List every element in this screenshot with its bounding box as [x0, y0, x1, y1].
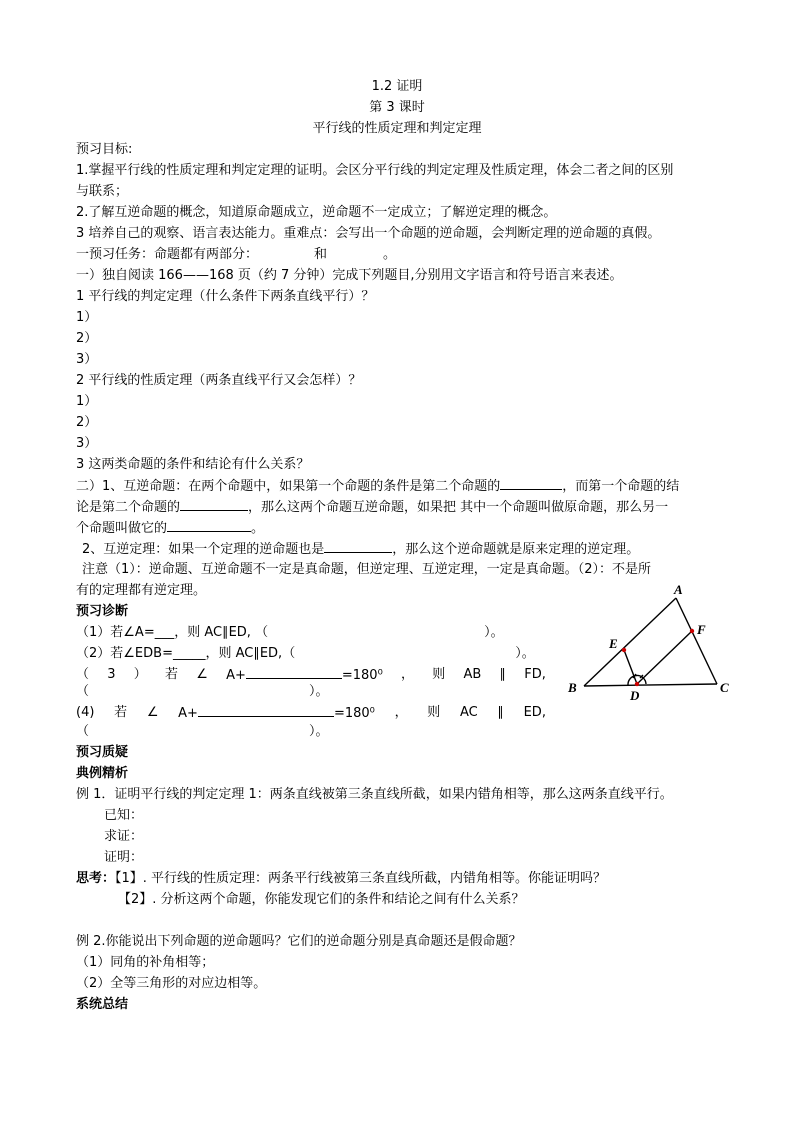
task-reading: 一）独自阅读 166——168 页（约 7 分钟）完成下列题目,分别用文字语言和符号语言来表述。 — [76, 268, 623, 283]
blank-field[interactable] — [167, 519, 251, 532]
blank-field[interactable] — [180, 498, 248, 511]
known-label: 已知： — [104, 808, 144, 823]
label-d: D — [630, 688, 640, 703]
page-subtitle: 平行线的性质定理和判定定理 — [312, 121, 482, 136]
task-intro-part-b: 和 — [314, 247, 328, 262]
note-line-1: 注意（1）：逆命题、互逆命题不一定是真命题，但逆定理、互逆定理，一定是真命题。（2）：不是所 — [82, 562, 652, 577]
diagnosis-item-3-reason — [76, 683, 329, 701]
think-question-1: 【1】. 平行线的性质定理：两条平行线被第三条直线所截，内错角相等。你能证明吗？ — [115, 871, 607, 886]
d4-token: A+ — [178, 706, 198, 721]
answer-2-1: 1） — [76, 394, 98, 409]
d4-token: 若 — [114, 705, 128, 720]
goal-3: 3 培养自己的观察、语言表达能力。重难点：会写出一个命题的逆命题，会判断定理的逆命题的真假。 — [76, 226, 661, 241]
blank-field[interactable] — [198, 704, 334, 717]
diagnosis-item-1-a: （1）若∠A=___，则 AC∥ED, （ — [76, 625, 269, 640]
label-a: A — [674, 582, 683, 597]
d4-token: ∥ — [497, 705, 504, 720]
lesson-number: 第 3 课时 — [369, 100, 425, 115]
d3-token: （ — [76, 667, 90, 682]
goal-1-line-1: 1.掌握平行线的性质定理和判定定理的证明。会区分平行线的判定定理及性质定理，体会二者之间的区别 — [76, 163, 674, 178]
diagnosis-item-4 — [76, 704, 546, 723]
d3-token: =180⁰ — [341, 668, 383, 683]
d4-reason-close: ）。 — [309, 724, 329, 739]
doubts-heading: 预习质疑 — [76, 745, 129, 760]
d4-token: ∠ — [146, 705, 159, 720]
blank-field[interactable] — [324, 540, 392, 553]
think-question-2: 【2】. 分析这两个命题，你能发现它们的条件和结论之间有什么关系？ — [118, 892, 525, 907]
point-f — [690, 629, 694, 633]
example-2-item-1: （1）同角的补角相等； — [76, 955, 215, 970]
concept-line-4-b: ，那么这个逆命题就是原来定理的逆定理。 — [392, 542, 640, 557]
d4-token: =180⁰ — [333, 706, 375, 721]
task-intro-part-a: 一预习任务：命题都有两部分： — [76, 247, 259, 262]
d3-token: 若 — [164, 667, 178, 682]
concept-line-4-a: 2、互逆定理：如果一个定理的逆命题也是 — [82, 542, 325, 557]
diagnosis-heading: 预习诊断 — [76, 604, 129, 619]
point-e — [622, 648, 626, 652]
blank-field[interactable] — [500, 477, 562, 490]
d4-token: 则 — [427, 705, 441, 720]
diagnosis-item-2 — [76, 645, 535, 663]
think-label: 思考： — [76, 871, 116, 886]
answer-1-3: 3） — [76, 352, 98, 367]
concept-line-1-a: 二）1、互逆命题：在两个命题中，如果第一个命题的条件是第二个命题的 — [76, 479, 501, 494]
goal-2: 2.了解互逆命题的概念，知道原命题成立，逆命题不一定成立；了解逆定理的概念。 — [76, 205, 557, 220]
answer-1-1: 1） — [76, 310, 98, 325]
d4-reason-open: （ — [76, 724, 90, 739]
think-line-1 — [76, 870, 606, 888]
answer-2-3: 3） — [76, 436, 98, 451]
example-1: 例 1．证明平行线的判定定理 1：两条直线被第三条直线所截，如果内错角相等，那么这两条直线平行。 — [76, 787, 673, 802]
note-line-2: 有的定理都有逆定理。 — [76, 583, 207, 598]
diagnosis-item-4-reason — [76, 723, 329, 741]
concept-line-2-a: 论是第二个命题的 — [76, 500, 181, 515]
concept-line-3-b: 。 — [251, 521, 265, 536]
point-d — [635, 682, 639, 686]
question-3: 3 这两类命题的条件和结论有什么关系？ — [76, 457, 310, 472]
concept-line-1-b: ，而第一个命题的结 — [562, 479, 680, 494]
diagnosis-item-2-b: ）。 — [515, 646, 535, 661]
concept-line-2 — [76, 498, 668, 517]
d4-expression — [178, 704, 375, 723]
goals-heading: 预习目标: — [76, 142, 133, 157]
prove-label: 求证： — [104, 829, 144, 844]
segment-df — [637, 631, 692, 684]
answer-1-2: 2） — [76, 331, 98, 346]
task-intro-part-c: 。 — [383, 247, 397, 262]
label-e: E — [609, 636, 618, 651]
segment-ab — [584, 598, 676, 686]
d3-token: ， — [401, 667, 415, 682]
page-title: 1.2 证明 — [371, 79, 423, 94]
d4-token: ， — [394, 705, 408, 720]
diagnosis-item-2-a: （2）若∠EDB=_____，则 AC∥ED,（ — [76, 646, 296, 661]
d3-reason-close: ）。 — [309, 684, 329, 699]
d4-token: AC — [459, 705, 478, 720]
concept-line-4 — [82, 540, 639, 559]
d3-token: A+ — [226, 668, 246, 683]
concept-line-3-a: 个命题叫做它的 — [76, 521, 168, 536]
d3-token: 则 — [432, 667, 446, 682]
answer-2-2: 2） — [76, 415, 98, 430]
concept-line-3 — [76, 519, 264, 538]
diagnosis-item-1-b: ）。 — [484, 625, 504, 640]
question-2: 2 平行线的性质定理（两条直线平行又会怎样）？ — [76, 373, 362, 388]
d3-token: ∠ — [196, 667, 208, 682]
concept-line-2-b: ，那么这两个命题互逆命题，如果把 其中一个命题叫做原命题，那么另一 — [248, 500, 669, 515]
diagnosis-item-1 — [76, 624, 504, 642]
d3-token: ∥ — [499, 667, 507, 682]
segment-bc — [584, 684, 717, 686]
proof-label: 证明： — [104, 850, 144, 865]
question-1: 1 平行线的判定定理（什么条件下两条直线平行）？ — [76, 289, 375, 304]
summary-heading: 系统总结 — [76, 997, 129, 1012]
concept-line-1 — [76, 477, 679, 496]
example-2: 例 2.你能说出下列命题的逆命题吗？它们的逆命题分别是真命题还是假命题？ — [76, 934, 522, 949]
examples-heading: 典例精析 — [76, 766, 129, 781]
goal-1-line-2: 与联系； — [76, 184, 129, 199]
label-c: C — [720, 680, 729, 695]
d3-token: AB — [463, 667, 482, 682]
label-f: F — [697, 622, 706, 637]
label-b: B — [568, 680, 577, 695]
blank-field[interactable] — [246, 666, 342, 679]
example-2-item-2: （2）全等三角形的对应边相等。 — [76, 976, 267, 991]
triangle-figure — [560, 582, 740, 708]
d3-token: ） — [133, 667, 147, 682]
d4-token: (4) — [76, 705, 95, 720]
task-intro — [76, 246, 396, 264]
d3-token: FD, — [524, 667, 546, 682]
d3-token: 3 — [107, 667, 116, 682]
d3-reason-open: （ — [76, 684, 90, 699]
d4-token: ED, — [523, 705, 546, 720]
